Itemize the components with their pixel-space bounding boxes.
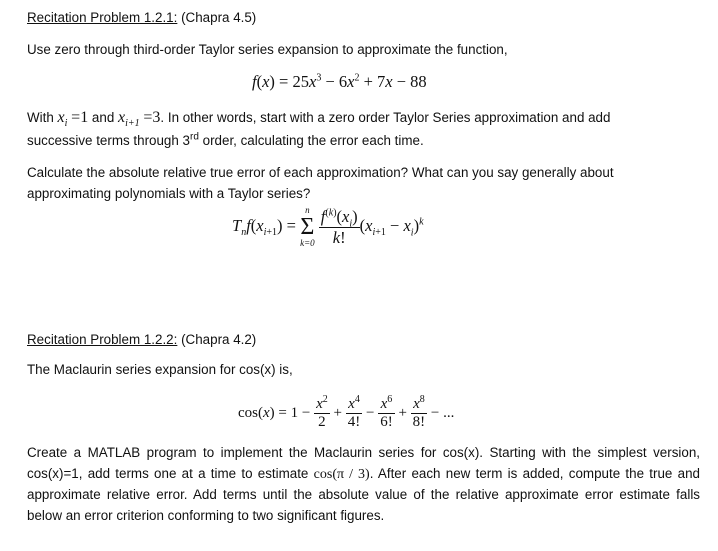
problem-2-body: [27, 443, 700, 526]
line2-post: order, calculating the error each time.: [202, 133, 424, 148]
function-equation: $f(x) = 25x^3 - 6x^2 + 7x - 88$: [252, 72, 427, 91]
problem-1-label: Recitation Problem 1.2.1:: [27, 10, 178, 25]
xi-symbol: $x_i$: [57, 109, 68, 130]
xi1-value: 3: [152, 109, 161, 126]
values-line-rest: . In other words, start with a zero order Taylor Series approximation and add: [160, 110, 611, 125]
problem-1-heading: [27, 8, 700, 28]
problem-1-intro: Use zero through third-order Taylor series expansion to approximate the function,: [27, 42, 508, 57]
taylor-formula: $T_nf(x_{i+1})$ = n Σ k=0 $\frac{f^{(k)}(x_i)}{k!}$ $(x_{i+1} - x_i)^k$: [232, 205, 424, 248]
problem-1-question: Calculate the absolute relative true error of each approximation? What can you say generally about approximating polynomials with a Taylor series?: [27, 165, 614, 201]
problem-2-intro: The Maclaurin series expansion for cos(x) is,: [27, 362, 293, 377]
body-pre: Create a MATLAB program to implement the Maclaurin series for cos(x). Starting with the simplest version, cos(x)=1, add terms one at a time to estimate: [27, 445, 700, 481]
and-text: and: [91, 110, 115, 125]
problem-1-line-2: [27, 131, 700, 151]
problem-2-label: Recitation Problem 1.2.2:: [27, 332, 178, 347]
cos-series-equation: cos(x) = 1 − $\frac{x^2}{2}$ + $\frac{x^4}{4!}$ − $\frac{x^6}{6!}$ + $\frac{x^8}{8!}$ − ...: [238, 394, 455, 430]
problem-2-source: (Chapra 4.2): [181, 332, 257, 347]
problem-1-values-line: With $x_i =1$ and $x_{i+1} =3$. In other words, start with a zero order Taylor Series approximation and add: [27, 109, 611, 130]
line2-pre: successive terms through 3: [27, 133, 190, 148]
with-text: With: [27, 110, 54, 125]
taylor-fraction: $\frac{f^{(k)}(x_i)}{k!}$: [320, 206, 358, 247]
body-post: . After each new term is added, compute the true and approximate relative error. Add terms until the absolute value of the relative approximate error estimate falls below an error criterion conforming to two significant figures.: [27, 465, 700, 523]
problem-1-source: (Chapra 4.5): [181, 10, 257, 25]
problem-2-heading: [27, 330, 700, 350]
summation-symbol: n Σ k=0: [300, 205, 315, 248]
ordinal-sup: rd: [190, 131, 199, 143]
xi1-symbol: $x_{i+1}$: [118, 109, 140, 130]
xi-value: 1: [80, 109, 89, 126]
cos-pi-over-3: cos(π / 3): [313, 466, 370, 482]
